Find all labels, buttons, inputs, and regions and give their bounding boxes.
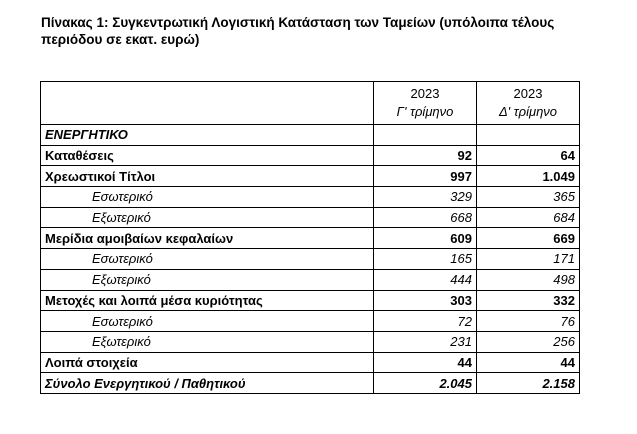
table-row [41,269,580,290]
row-value-q4: 332 [477,290,580,311]
row-value-q3: 329 [374,187,477,208]
table-row [41,290,580,311]
table-caption: Πίνακας 1: Συγκεντρωτική Λογιστική Κατάσταση των Ταμείων (υπόλοιπα τέλους περιόδου σε εκατ. ευρώ) [41,15,555,47]
row-value-q4: 365 [477,187,580,208]
row-label: Σύνολο Ενεργητικού / Παθητικού [41,373,374,394]
table-row [41,311,580,332]
row-value-q3: 444 [374,269,477,290]
section-label: ΕΝΕΡΓΗΤΙΚΟ [41,125,374,146]
header-q3 [374,82,477,125]
row-value-q3: 668 [374,207,477,228]
table-row [41,373,580,394]
row-value-q4: 2.158 [477,373,580,394]
row-value-q4: 684 [477,207,580,228]
table-row [41,145,580,166]
row-label: Χρεωστικοί Τίτλοι [41,166,374,187]
row-label: Μετοχές και λοιπά μέσα κυριότητας [41,290,374,311]
row-value-q3: 92 [374,145,477,166]
table-row [41,331,580,352]
row-value-q4: 171 [477,249,580,270]
row-value-q4: 44 [477,352,580,373]
table-row [41,187,580,208]
row-value-q4: 669 [477,228,580,249]
row-value-q3: 165 [374,249,477,270]
header-q3-quarter: Γ' τρίμηνο [396,104,454,119]
row-value-q4: 256 [477,331,580,352]
header-row [41,82,580,125]
row-label: Εσωτερικό [41,311,374,332]
header-q4-year: 2023 [513,86,543,101]
row-label: Λοιπά στοιχεία [41,352,374,373]
row-label: Εξωτερικό [41,331,374,352]
header-q4 [477,82,580,125]
row-value-q3: 303 [374,290,477,311]
section-empty-q4 [477,125,580,146]
row-label: Εσωτερικό [41,249,374,270]
table-row [41,352,580,373]
row-value-q4: 1.049 [477,166,580,187]
table-row [41,249,580,270]
row-value-q4: 64 [477,145,580,166]
row-label: Μερίδια αμοιβαίων κεφαλαίων [41,228,374,249]
section-empty-q3 [374,125,477,146]
row-value-q3: 72 [374,311,477,332]
row-label: Εξωτερικό [41,269,374,290]
row-value-q3: 231 [374,331,477,352]
section-row-assets [41,125,580,146]
header-q4-quarter: Δ' τρίμηνο [498,104,558,119]
row-label: Εξωτερικό [41,207,374,228]
header-empty-cell [41,82,374,125]
row-value-q4: 498 [477,269,580,290]
row-label: Εσωτερικό [41,187,374,208]
row-value-q3: 609 [374,228,477,249]
table-row [41,228,580,249]
row-value-q3: 997 [374,166,477,187]
row-value-q4: 76 [477,311,580,332]
row-label: Καταθέσεις [41,145,374,166]
row-value-q3: 2.045 [374,373,477,394]
accounting-table [40,81,580,394]
table-row [41,166,580,187]
header-q3-year: 2023 [410,86,440,101]
table-row [41,207,580,228]
row-value-q3: 44 [374,352,477,373]
